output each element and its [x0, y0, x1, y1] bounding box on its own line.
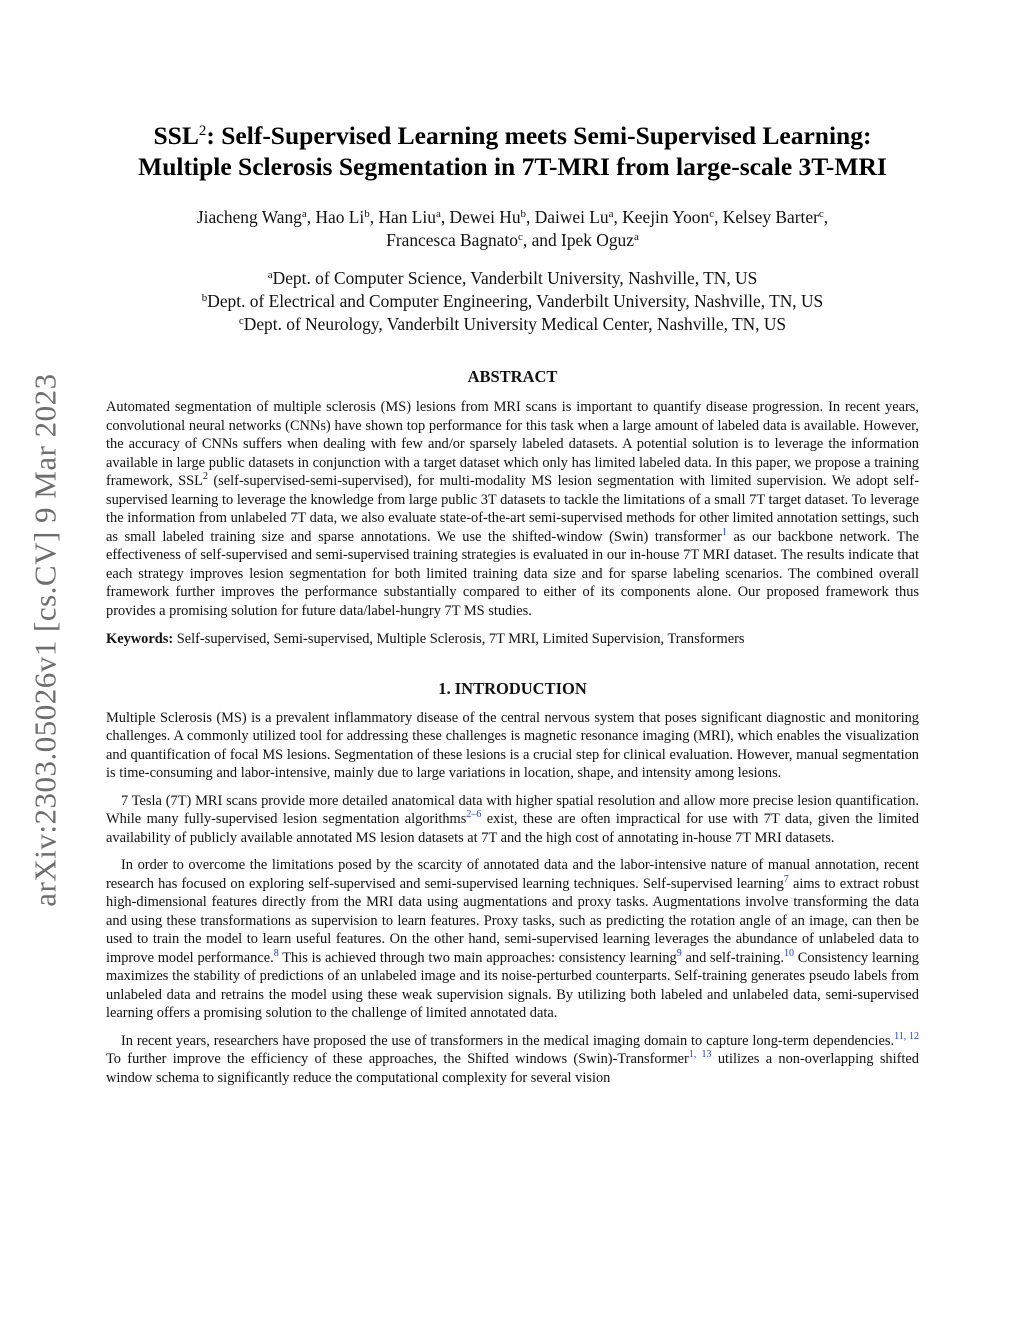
author-name: Kelsey Barter: [722, 207, 819, 227]
text-span: exist, these are often impractical for use with 7T data, given the limited availability of publicly available annotated MS lesion datasets at 7T and the high cost of annotating in-house 7T MRI datasets.: [106, 811, 919, 846]
text-span: In order to overcome the limitations posed by the scarcity of annotated data and the labor-intensive nature of manual annotation, recent research has focused on exploring self-supervised and semi-supervised learning techniques. Self-supervised learning: [106, 857, 919, 892]
author-separator: ,: [526, 207, 535, 227]
keywords-text: Self-supervised, Semi-supervised, Multiple Sclerosis, 7T MRI, Limited Supervision, Transformers: [173, 631, 745, 647]
affiliation-line: [106, 313, 919, 336]
arxiv-identifier: arXiv:2303.05026v1 [cs.CV] 9 Mar 2023: [28, 373, 64, 907]
introduction-paragraph: [106, 792, 919, 848]
author-affiliation-mark: a: [633, 231, 639, 243]
abstract-heading: ABSTRACT: [467, 367, 558, 386]
keywords-line: [106, 630, 919, 649]
arxiv-sidebar-stamp: [16, 350, 76, 930]
author-separator: ,: [613, 207, 623, 227]
author-affiliation-mark: c: [818, 208, 824, 220]
author-separator: ,: [306, 207, 316, 227]
author-name: Han Liu: [378, 207, 436, 227]
citation-link[interactable]: 11, 12: [894, 1030, 919, 1042]
citation-link[interactable]: 9: [676, 947, 682, 959]
author-separator: , and: [522, 230, 562, 250]
citation-link[interactable]: 2–6: [466, 809, 482, 820]
affiliation-text: Dept. of Computer Science, Vanderbilt University, Nashville, TN, US: [272, 268, 758, 288]
affiliation-mark: a: [267, 269, 273, 281]
author-name: Hao Li: [315, 207, 365, 227]
text-span: Multiple Sclerosis (MS) is a prevalent inflammatory disease of the central nervous system that poses significant diagnostic and monitoring challenges. A commonly utilized tool for addressing these challenges is magnetic resonance imaging (MRI), which enables the visualization and quantification of focal MS lesions. Segmentation of these lesions is a crucial step for clinical evaluation. However, manual segmentation is time-consuming and labor-intensive, mainly due to large variations in location, shape, and intensity among lesions.: [106, 709, 919, 781]
author-affiliation-mark: c: [517, 231, 523, 243]
author-separator: ,: [440, 207, 450, 227]
author-list: [106, 206, 919, 252]
affiliation-mark: b: [201, 292, 208, 304]
text-span: as our backbone network. The effectiveness of self-supervised and semi-supervised training strategies is evaluated in our in-house 7T MRI dataset. The results indicate that each strategy improves lesion segmentation for both limited training data size and for sparse labeling scenarios. The combined overall framework further improves the performance substantially compared to either of its components alone. Our proposed framework thus provides a promising solution for future data/label-hungry 7T MS studies.: [106, 528, 919, 619]
author-affiliation-mark: a: [301, 208, 307, 220]
paper-page: [106, 0, 919, 1087]
citation-link[interactable]: 8: [273, 947, 279, 959]
text-span: utilizes a non-overlapping shifted window schema to significantly reduce the computational complexity for several vision: [106, 1051, 919, 1086]
author-separator: ,: [823, 207, 829, 227]
title-line-2: Multiple Sclerosis Segmentation in 7T-MRI from large-scale 3T-MRI: [138, 152, 887, 181]
author-name: Jiacheng Wang: [196, 207, 302, 227]
introduction-paragraph: [106, 1032, 919, 1088]
text-span: and self-training.: [681, 949, 784, 966]
affiliation-list: [106, 267, 919, 336]
citation-link[interactable]: 7: [783, 873, 789, 885]
author-separator: ,: [369, 207, 379, 227]
affiliation-mark: c: [238, 315, 244, 327]
text-span: aims to extract robust high-dimensional features directly from the MRI data using augmentations and proxy tasks. Augmentations involve transforming the data and using these transformations as supervision to learn features. Proxy tasks, such as predicting the rotation angle of an image, can then be used to train the model to learn useful features. On the other hand, semi-supervised learning leverages the abundance of unlabeled data to improve model performance.: [106, 875, 920, 966]
title-line-1: SSL$^2$: Self-Supervised Learning meets Semi-Supervised Learning:: [153, 121, 872, 150]
affiliation-line: [106, 290, 919, 313]
author-affiliation-mark: b: [520, 208, 527, 220]
text-span: In recent years, researchers have proposed the use of transformers in the medical imaging domain to capture long-term dependencies.: [121, 1032, 895, 1049]
citation-link[interactable]: 1: [721, 526, 727, 538]
text-span: Consistency learning maximizes the stability of predictions of an unlabeled image and its noise-perturbed counterparts. Self-training generates pseudo labels from unlabeled data and retrains the model using these weak supervision signals. By utilizing both labeled and unlabeled data, semi-supervised learning offers a promising solution to the challenge of limited annotated data.: [106, 949, 919, 1021]
author-name: Dewei Hu: [449, 207, 521, 227]
introduction-paragraph: [106, 856, 919, 1023]
author-affiliation-mark: c: [709, 208, 715, 220]
abstract-text: [106, 398, 919, 620]
introduction-paragraph: [106, 709, 919, 783]
section-heading-introduction: 1. INTRODUCTION: [438, 678, 587, 698]
text-span: 7 Tesla (7T) MRI scans provide more detailed anatomical data with higher spatial resolution and allow more precise lesion quantification. While many fully-supervised lesion segmentation algorithms: [106, 792, 919, 827]
keywords-label: Keywords:: [106, 631, 174, 647]
author-name: Daiwei Lu: [534, 207, 609, 227]
author-affiliation-mark: a: [608, 208, 614, 220]
text-span: (self-supervised-semi-supervised), for multi-modality MS lesion segmentation with limited supervision. We adopt self-supervised learning to leverage the knowledge from large public 3T datasets to tackle the limitations of a small 7T target dataset. To leverage the information from unlabeled 7T data, we also evaluate state-of-the-art semi-supervised methods for other limited annotation settings, such as small labeled training size and sparse annotations. We use the shifted-window (Swin) transformer: [106, 473, 919, 545]
author-name: Keejin Yoon: [622, 207, 710, 227]
text-span: This is achieved through two main approaches: consistency learning: [278, 949, 677, 966]
affiliation-text: Dept. of Electrical and Computer Engineering, Vanderbilt University, Nashville, TN, US: [207, 291, 824, 311]
text-span: To further improve the efficiency of these approaches, the Shifted windows (Swin)-Transformer: [106, 1051, 689, 1067]
author-affiliation-mark: a: [435, 208, 441, 220]
author-name: Ipek Oguz: [561, 230, 634, 250]
author-name: Francesca Bagnato: [386, 230, 518, 250]
affiliation-line: [106, 267, 919, 290]
author-separator: ,: [714, 207, 723, 227]
citation-link[interactable]: 10: [783, 947, 794, 959]
text-span: Automated segmentation of multiple sclerosis (MS) lesions from MRI scans is important to quantify disease progression. In recent years, convolutional neural networks (CNNs) have shown top performance for this task when a large amount of labeled data is available. However, the accuracy of CNNs suffers when dealing with few and/or sparsely labeled datasets. A potential solution is to leverage the information available in large public datasets in conjunction with a target dataset which only has limited labeled data. In this paper, we propose a training framework, SSL: [106, 399, 919, 489]
paper-title: [106, 120, 919, 182]
affiliation-text: Dept. of Neurology, Vanderbilt University Medical Center, Nashville, TN, US: [243, 314, 787, 334]
author-affiliation-mark: b: [364, 208, 370, 220]
citation-link[interactable]: 1, 13: [688, 1049, 712, 1060]
superscript: 2: [202, 471, 208, 482]
introduction-body: [106, 709, 919, 1088]
